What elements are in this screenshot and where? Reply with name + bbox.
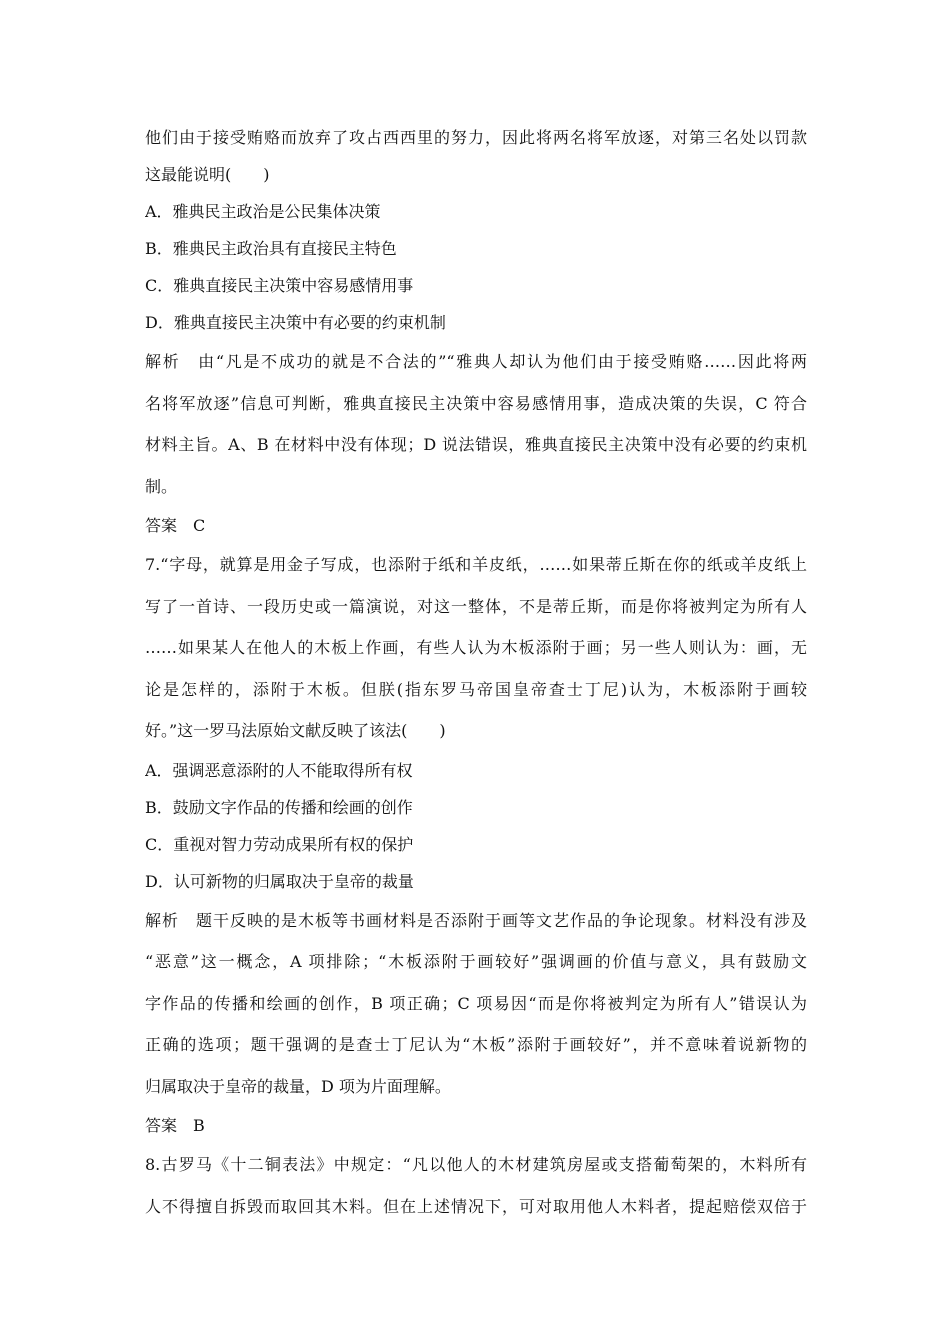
document-body	[145, 119, 807, 1227]
question-stem-line: 7.“字母，就算是用金子写成，也添附于纸和羊皮纸，……如果蒂丘斯在你的纸或羊皮纸上	[145, 555, 807, 574]
answer-line: 答案 B	[145, 1116, 205, 1135]
question-8	[145, 1144, 807, 1227]
analysis-line: 字作品的传播和绘画的创作，B 项正确；C 项易因“而是你将被判定为所有人”错误认为	[145, 993, 807, 1013]
question-stem-line: 人不得擅自拆毁而取回其木料。但在上述情况下，可对取用他人木料者，提起赔偿双倍于	[145, 1196, 807, 1216]
analysis-line: “恶意”这一概念，A 项排除；“木板添附于画较好”强调画的价值与意义，具有鼓励文	[145, 952, 807, 971]
analysis-line: 归属取决于皇帝的裁量，D 项为片面理解。	[145, 1076, 451, 1096]
option-a: A．强调恶意添附的人不能取得所有权	[145, 760, 413, 780]
question-7	[145, 544, 807, 1144]
question-stem-line: 好。”这一罗马法原始文献反映了该法( )	[145, 721, 446, 740]
option-c: C．重视对智力劳动成果所有权的保护	[145, 834, 414, 854]
analysis-line: 制。	[145, 476, 178, 496]
analysis-line: 材料主旨。A、B 在材料中没有体现；D 说法错误，雅典直接民主决策中没有必要的约束机	[145, 435, 807, 454]
option-b: B．雅典民主政治具有直接民主特色	[145, 239, 397, 258]
option-d: D．雅典直接民主决策中有必要的约束机制	[145, 313, 446, 332]
question-6	[145, 119, 807, 544]
analysis-line: 解析 题干反映的是木板等书画材料是否添附于画等文艺作品的争论现象。材料没有涉及	[145, 910, 807, 930]
option-b: B．鼓励文字作品的传播和绘画的创作	[145, 797, 413, 817]
question-stem-line: 他们由于接受贿赂而放弃了攻占西西里的努力，因此将两名将军放逐，对第三名处以罚款	[145, 128, 807, 147]
option-d: D．认可新物的归属取决于皇帝的裁量	[145, 871, 414, 891]
option-c: C．雅典直接民主决策中容易感情用事	[145, 276, 414, 295]
analysis-line: 正确的选项；题干强调的是查士丁尼认为“木板”添附于画较好”，并不意味着说新物的	[145, 1035, 807, 1054]
question-stem-line: 8.古罗马《十二铜表法》中规定：“凡以他人的木材建筑房屋或支搭葡萄架的，木料所有	[145, 1155, 807, 1174]
question-stem-line: 论是怎样的，添附于木板。但朕(指东罗马帝国皇帝查士丁尼)认为，木板添附于画较	[145, 679, 807, 699]
analysis-line: 名将军放逐”信息可判断，雅典直接民主决策中容易感情用事，造成决策的失误，C 符合	[145, 393, 807, 413]
analysis-line: 解析 由“凡是不成功的就是不合法的”“雅典人却认为他们由于接受贿赂……因此将两	[145, 352, 807, 371]
option-a: A．雅典民主政治是公民集体决策	[145, 202, 381, 221]
question-stem-line: 这最能说明( )	[145, 165, 270, 184]
question-stem-line: ……如果某人在他人的木板上作画，有些人认为木板添附于画；另一些人则认为：画，无	[145, 638, 807, 657]
answer-line: 答案 C	[145, 516, 206, 535]
question-stem-line: 写了一首诗、一段历史或一篇演说，对这一整体，不是蒂丘斯，而是你将被判定为所有人	[145, 596, 807, 616]
